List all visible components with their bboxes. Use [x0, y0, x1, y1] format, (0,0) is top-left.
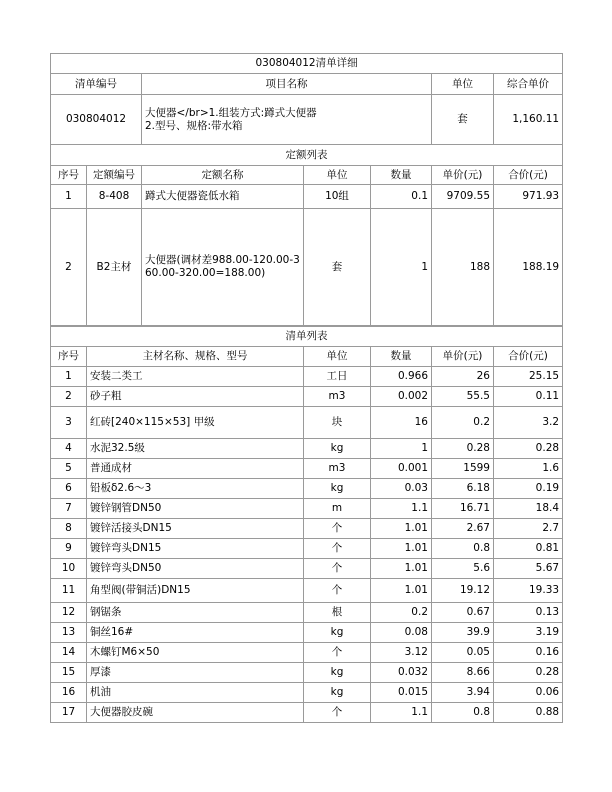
- mat-qty: 1.1: [371, 703, 432, 723]
- mat-col-qty: 数量: [371, 347, 432, 367]
- mat-no: 14: [51, 643, 87, 663]
- mat-name: 镀锌钢管DN50: [87, 499, 304, 519]
- material-row: [51, 407, 563, 439]
- material-row: [51, 703, 563, 723]
- mat-total: 0.13: [494, 603, 563, 623]
- mat-name: 普通成材: [87, 459, 304, 479]
- mat-total: 5.67: [494, 559, 563, 579]
- mat-price: 0.2: [432, 407, 494, 439]
- mat-name: 铜丝16#: [87, 623, 304, 643]
- mat-unit: 工日: [304, 367, 371, 387]
- mat-unit: m3: [304, 387, 371, 407]
- mat-no: 5: [51, 459, 87, 479]
- page-title: 030804012清单详细: [51, 54, 563, 74]
- mat-unit: 个: [304, 703, 371, 723]
- mat-unit: kg: [304, 623, 371, 643]
- mat-unit: kg: [304, 663, 371, 683]
- mat-unit: 个: [304, 539, 371, 559]
- mat-unit: 个: [304, 559, 371, 579]
- mat-total: 0.11: [494, 387, 563, 407]
- mat-no: 7: [51, 499, 87, 519]
- quota-code: B2主材: [87, 209, 142, 326]
- material-row: [51, 623, 563, 643]
- mat-col-total: 合价(元): [494, 347, 563, 367]
- mat-total: 1.6: [494, 459, 563, 479]
- mat-price: 0.8: [432, 539, 494, 559]
- mat-no: 8: [51, 519, 87, 539]
- mat-unit: 根: [304, 603, 371, 623]
- item-and-quota-table: [50, 53, 563, 326]
- mat-name: 镀锌弯头DN50: [87, 559, 304, 579]
- mat-no: 17: [51, 703, 87, 723]
- mat-qty: 1: [371, 439, 432, 459]
- quota-col-qty: 数量: [371, 166, 432, 185]
- quota-col-no: 序号: [51, 166, 87, 185]
- mat-qty: 0.015: [371, 683, 432, 703]
- quota-col-code: 定额编号: [87, 166, 142, 185]
- quota-row: [51, 185, 563, 209]
- unit-header: 单位: [432, 74, 494, 95]
- quota-no: 2: [51, 209, 87, 326]
- mat-price: 1599: [432, 459, 494, 479]
- mat-total: 0.81: [494, 539, 563, 559]
- mat-no: 9: [51, 539, 87, 559]
- material-row: [51, 367, 563, 387]
- mat-no: 16: [51, 683, 87, 703]
- mat-price: 6.18: [432, 479, 494, 499]
- mat-price: 39.9: [432, 623, 494, 643]
- mat-price: 0.8: [432, 703, 494, 723]
- mat-total: 0.16: [494, 643, 563, 663]
- mat-name: 铅板δ2.6～3: [87, 479, 304, 499]
- quota-unit: 10组: [304, 185, 371, 209]
- quota-qty: 1: [371, 209, 432, 326]
- mat-no: 3: [51, 407, 87, 439]
- quota-title: 定额列表: [51, 145, 563, 166]
- material-row: [51, 387, 563, 407]
- mat-unit: 个: [304, 579, 371, 603]
- mat-qty: 0.032: [371, 663, 432, 683]
- mat-total: 2.7: [494, 519, 563, 539]
- quota-row: [51, 209, 563, 326]
- mat-price: 0.28: [432, 439, 494, 459]
- mat-unit: 个: [304, 643, 371, 663]
- mat-qty: 1.01: [371, 539, 432, 559]
- quota-total: 188.19: [494, 209, 563, 326]
- material-row: [51, 683, 563, 703]
- mat-name: 厚漆: [87, 663, 304, 683]
- mat-name: 角型阀(带铜活)DN15: [87, 579, 304, 603]
- mat-no: 1: [51, 367, 87, 387]
- mat-no: 11: [51, 579, 87, 603]
- quota-no: 1: [51, 185, 87, 209]
- material-row: [51, 579, 563, 603]
- mat-qty: 0.2: [371, 603, 432, 623]
- mat-name: 水泥32.5级: [87, 439, 304, 459]
- mat-total: 3.19: [494, 623, 563, 643]
- mat-qty: 0.08: [371, 623, 432, 643]
- mat-no: 12: [51, 603, 87, 623]
- mat-total: 25.15: [494, 367, 563, 387]
- mat-col-no: 序号: [51, 347, 87, 367]
- mat-price: 0.05: [432, 643, 494, 663]
- mat-total: 3.2: [494, 407, 563, 439]
- mat-unit: 块: [304, 407, 371, 439]
- quota-name: 大便器(调材差988.00-120.00-360.00-320.00=188.00): [142, 209, 304, 326]
- quota-col-price: 单价(元): [432, 166, 494, 185]
- material-row: [51, 663, 563, 683]
- mat-no: 4: [51, 439, 87, 459]
- quota-col-unit: 单位: [304, 166, 371, 185]
- mat-qty: 0.001: [371, 459, 432, 479]
- mat-no: 2: [51, 387, 87, 407]
- quota-name: 蹲式大便器瓷低水箱: [142, 185, 304, 209]
- material-row: [51, 439, 563, 459]
- mat-total: 0.28: [494, 663, 563, 683]
- material-row: [51, 499, 563, 519]
- quota-col-total: 合价(元): [494, 166, 563, 185]
- mat-qty: 1.1: [371, 499, 432, 519]
- mat-unit: kg: [304, 683, 371, 703]
- mat-qty: 1.01: [371, 579, 432, 603]
- item-name-line2: 2.型号、规格:带水箱: [145, 119, 243, 132]
- mat-name: 安装二类工: [87, 367, 304, 387]
- mat-name: 砂子粗: [87, 387, 304, 407]
- material-row: [51, 519, 563, 539]
- quota-code: 8-408: [87, 185, 142, 209]
- quota-unit: 套: [304, 209, 371, 326]
- mat-price: 2.67: [432, 519, 494, 539]
- material-rows: [51, 367, 563, 723]
- material-row: [51, 559, 563, 579]
- material-row: [51, 539, 563, 559]
- mat-total: 0.88: [494, 703, 563, 723]
- mat-price: 3.94: [432, 683, 494, 703]
- material-row: [51, 603, 563, 623]
- material-row: [51, 643, 563, 663]
- mat-qty: 1.01: [371, 559, 432, 579]
- mat-no: 15: [51, 663, 87, 683]
- mat-name: 木螺钉M6×50: [87, 643, 304, 663]
- mat-total: 18.4: [494, 499, 563, 519]
- mat-no: 13: [51, 623, 87, 643]
- mat-price: 55.5: [432, 387, 494, 407]
- mat-price: 8.66: [432, 663, 494, 683]
- mat-total: 19.33: [494, 579, 563, 603]
- mat-name: 机油: [87, 683, 304, 703]
- mat-name: 钢锯条: [87, 603, 304, 623]
- mat-unit: m: [304, 499, 371, 519]
- mat-price: 5.6: [432, 559, 494, 579]
- item-name: [142, 95, 432, 145]
- material-table: [50, 326, 563, 723]
- code-header: 清单编号: [51, 74, 142, 95]
- material-row: [51, 479, 563, 499]
- price-header: 综合单价: [494, 74, 563, 95]
- mat-col-price: 单价(元): [432, 347, 494, 367]
- mat-col-name: 主材名称、规格、型号: [87, 347, 304, 367]
- mat-qty: 1.01: [371, 519, 432, 539]
- quota-price: 9709.55: [432, 185, 494, 209]
- mat-qty: 16: [371, 407, 432, 439]
- mat-name: 大便器胶皮碗: [87, 703, 304, 723]
- mat-no: 10: [51, 559, 87, 579]
- mat-qty: 3.12: [371, 643, 432, 663]
- mat-total: 0.28: [494, 439, 563, 459]
- item-code: 030804012: [51, 95, 142, 145]
- mat-unit: kg: [304, 439, 371, 459]
- item-name-line1: 大便器</br>1.组装方式:蹲式大便器: [145, 106, 317, 119]
- mat-qty: 0.966: [371, 367, 432, 387]
- mat-unit: 个: [304, 519, 371, 539]
- quota-price: 188: [432, 209, 494, 326]
- mat-price: 19.12: [432, 579, 494, 603]
- item-unit: 套: [432, 95, 494, 145]
- mat-price: 0.67: [432, 603, 494, 623]
- mat-name: 红砖[240×115×53] 甲级: [87, 407, 304, 439]
- mat-no: 6: [51, 479, 87, 499]
- item-price: 1,160.11: [494, 95, 563, 145]
- quota-total: 971.93: [494, 185, 563, 209]
- mat-col-unit: 单位: [304, 347, 371, 367]
- mat-price: 16.71: [432, 499, 494, 519]
- mat-unit: kg: [304, 479, 371, 499]
- quota-col-name: 定额名称: [142, 166, 304, 185]
- mat-qty: 0.002: [371, 387, 432, 407]
- mat-total: 0.06: [494, 683, 563, 703]
- mat-name: 镀锌活接头DN15: [87, 519, 304, 539]
- mat-price: 26: [432, 367, 494, 387]
- material-row: [51, 459, 563, 479]
- quota-qty: 0.1: [371, 185, 432, 209]
- mat-unit: m3: [304, 459, 371, 479]
- materials-title: 清单列表: [51, 327, 563, 347]
- mat-total: 0.19: [494, 479, 563, 499]
- name-header: 项目名称: [142, 74, 432, 95]
- mat-name: 镀锌弯头DN15: [87, 539, 304, 559]
- mat-qty: 0.03: [371, 479, 432, 499]
